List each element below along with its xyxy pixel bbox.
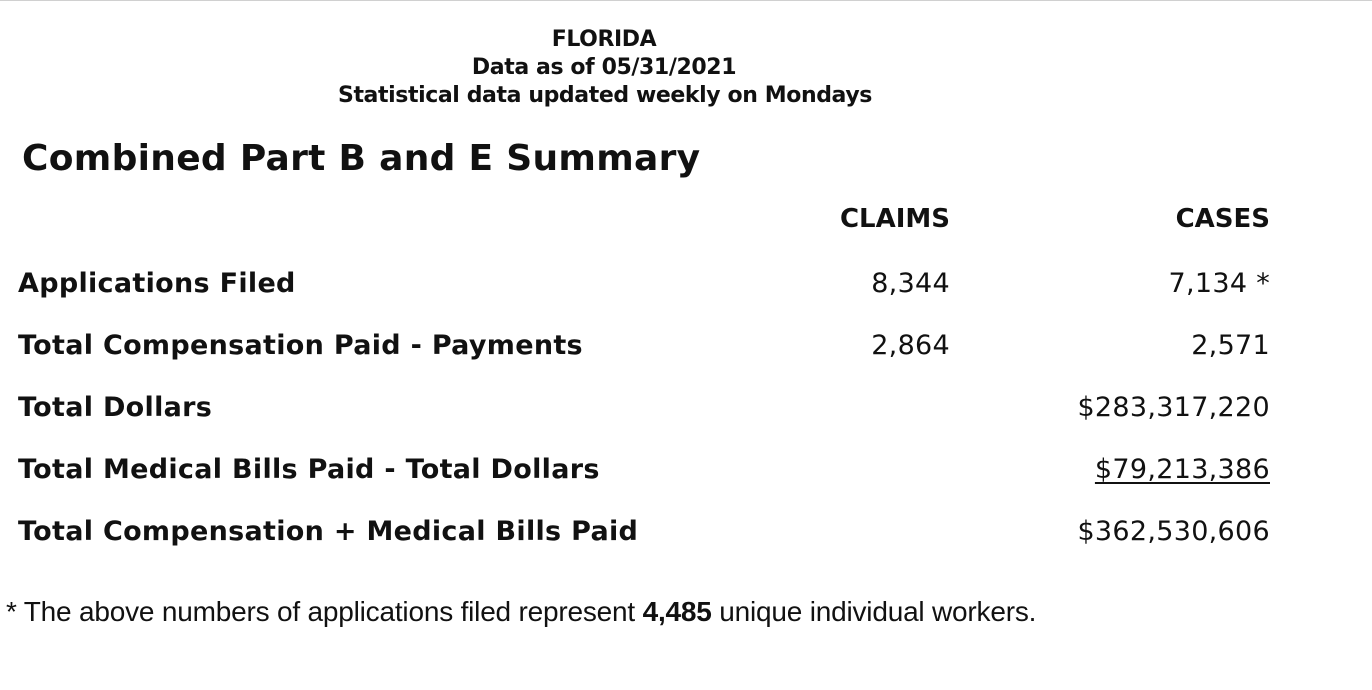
column-header-claims: CLAIMS <box>839 204 950 234</box>
data-date: Data as of 05/31/2021 <box>471 55 737 80</box>
cases-value: 7,134 * <box>1168 268 1270 299</box>
row-label: Total Dollars <box>18 392 213 423</box>
footnote-prefix: * The above numbers of applications filed represent <box>6 596 643 627</box>
footnote-suffix: unique individual workers. <box>711 596 1037 627</box>
top-divider <box>0 0 1372 1</box>
claims-value: 2,864 <box>871 330 950 361</box>
cases-value: $79,213,386 <box>1094 454 1270 485</box>
row-label: Total Compensation Paid - Payments <box>18 330 583 361</box>
table-row <box>0 268 1372 308</box>
cases-value: $362,530,606 <box>1077 516 1270 547</box>
table-row <box>0 330 1372 370</box>
update-note: Statistical data updated weekly on Mondays <box>338 83 872 108</box>
state-name: FLORIDA <box>551 27 657 52</box>
row-label: Total Compensation + Medical Bills Paid <box>18 516 639 547</box>
claims-value: 8,344 <box>871 268 950 299</box>
report-header <box>338 26 870 110</box>
table-row <box>0 454 1372 494</box>
summary-title: Combined Part B and E Summary <box>22 138 701 179</box>
unique-workers-count: 4,485 <box>642 596 712 627</box>
row-label: Total Medical Bills Paid - Total Dollars <box>18 454 600 485</box>
cases-value: $283,317,220 <box>1077 392 1270 423</box>
table-row <box>0 392 1372 432</box>
footnote <box>6 596 1036 628</box>
table-row <box>0 516 1372 556</box>
cases-value: 2,571 <box>1191 330 1270 361</box>
row-label: Applications Filed <box>18 268 296 299</box>
column-header-cases: CASES <box>1175 204 1270 234</box>
